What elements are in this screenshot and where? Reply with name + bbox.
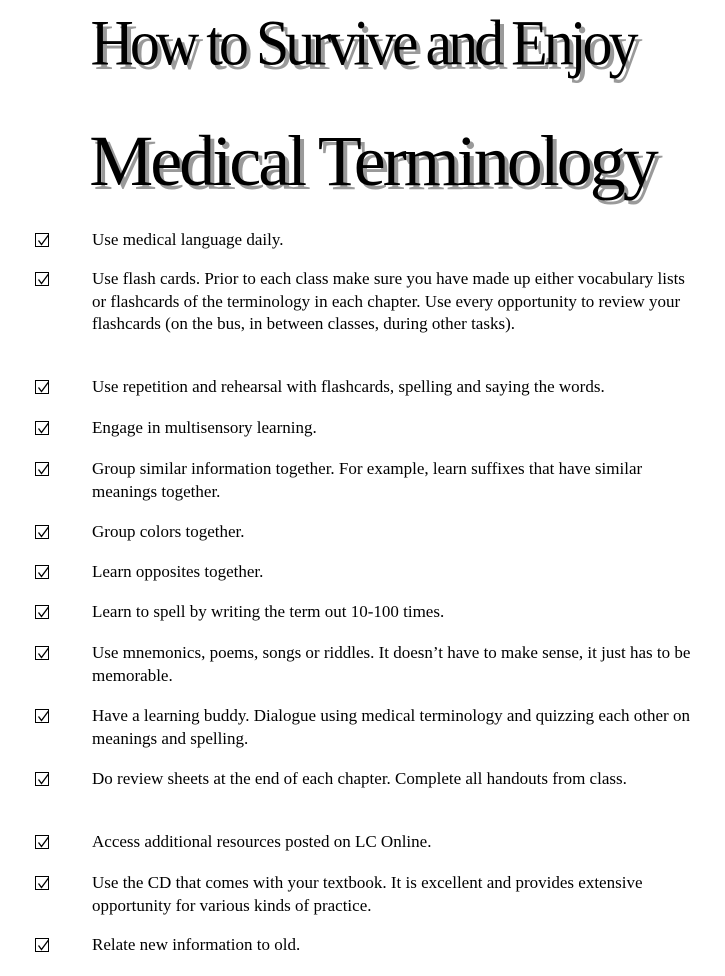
title-line-1: How to Survive and Enjoy (90, 7, 635, 79)
checked-box-icon (35, 938, 49, 952)
list-item-text: Access additional resources posted on LC Online. (92, 832, 432, 851)
checked-box-icon (35, 772, 49, 786)
list-item-text: Use repetition and rehearsal with flashcards, spelling and saying the words. (92, 377, 605, 396)
checked-box-icon (35, 646, 49, 660)
list-item-text: Engage in multisensory learning. (92, 418, 317, 437)
checked-box-icon (35, 380, 49, 394)
list-item-text: Use flash cards. Prior to each class make sure you have made up either vocabulary lists or flashcards of the terminology in each chapter. Use every opportunity to review your flashcards (on the bus, in between classes, during other tasks). (92, 269, 685, 333)
checked-box-icon (35, 462, 49, 476)
list-item-text: Use mnemonics, poems, songs or riddles. It doesn’t have to make sense, it just has to be memorable. (92, 643, 691, 685)
checked-box-icon (35, 421, 49, 435)
checked-box-icon (35, 272, 49, 286)
checked-box-icon (35, 835, 49, 849)
title-line-2: Medical Terminology (89, 121, 656, 201)
checked-box-icon (35, 876, 49, 890)
list-item-text: Relate new information to old. (92, 935, 301, 954)
list-item-text: Use medical language daily. (92, 230, 284, 249)
checked-box-icon (35, 525, 49, 539)
list-item-text: Have a learning buddy. Dialogue using medical terminology and quizzing each other on meanings and spelling. (92, 706, 690, 748)
checked-box-icon (35, 709, 49, 723)
checked-box-icon (35, 565, 49, 579)
list-item-text: Use the CD that comes with your textbook. It is excellent and provides extensive opportunity for various kinds of practice. (92, 873, 643, 915)
list-item-text: Group similar information together. For example, learn suffixes that have similar meanings together. (92, 459, 643, 501)
checked-box-icon (35, 233, 49, 247)
checked-box-icon (35, 605, 49, 619)
list-item-text: Learn to spell by writing the term out 10-100 times. (92, 602, 445, 621)
list-item-text: Learn opposites together. (92, 562, 264, 581)
list-item-text: Do review sheets at the end of each chapter. Complete all handouts from class. (92, 769, 627, 788)
list-item-text: Group colors together. (92, 522, 245, 541)
